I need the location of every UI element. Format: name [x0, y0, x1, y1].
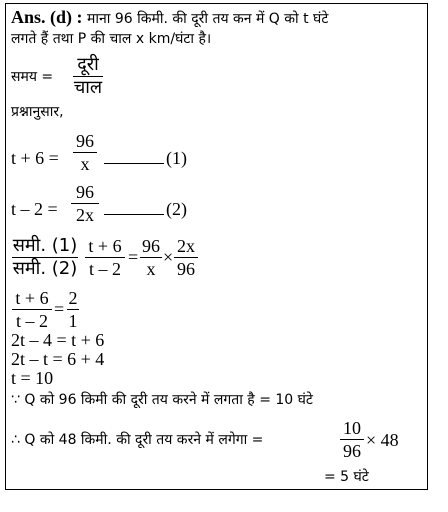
fraction-bar: [85, 257, 125, 258]
answer-label: Ans. (d) :: [11, 7, 83, 27]
eq1-denominator: x: [80, 154, 90, 174]
according-text: प्रश्नानुसार,: [11, 104, 64, 120]
formula-numerator: दूरी: [77, 54, 99, 75]
ratio-label-fraction: [12, 236, 78, 279]
formula-fraction: [73, 55, 103, 98]
eq2-blank-line: [104, 200, 164, 215]
ratio-r2-denominator: 96: [177, 259, 195, 279]
eq1-tag-line: [102, 148, 187, 168]
formula-lhs: समय =: [11, 69, 54, 85]
fraction-bar: [71, 203, 99, 204]
ratio-lhs-numerator: t + 6: [88, 236, 122, 256]
ratio-lhs-denominator: t – 2: [88, 259, 121, 279]
ratio-lhs-fraction: [85, 236, 125, 279]
ratio-label-denominator: समी. (2): [12, 258, 78, 279]
ratio-r2-numerator: 2x: [177, 236, 195, 256]
intro-line-1: [11, 7, 328, 29]
eq1-lhs: t + 6 =: [11, 148, 59, 168]
eq2-tag: (2): [166, 199, 187, 219]
simplified-rhs-fraction: [67, 288, 79, 331]
formula-denominator: चाल: [73, 77, 103, 98]
therefore-lead: ∴ Q को 48 किमी. की दूरी तय करने में लगेगा =: [11, 432, 264, 448]
ratio-r1-fraction: [140, 236, 162, 279]
fraction-bar: [73, 152, 97, 153]
fraction-bar: [140, 257, 162, 258]
simplified-equals: =: [54, 299, 65, 319]
eq1-blank-line: [104, 149, 164, 164]
therefore-fraction: [340, 418, 364, 461]
eq2-denominator: 2x: [76, 205, 94, 225]
ratio-r2-fraction: [174, 236, 198, 279]
therefore-numerator: 10: [343, 418, 361, 438]
eq1-fraction: [73, 131, 97, 174]
fraction-bar: [340, 439, 364, 440]
step-1: 2t – 4 = t + 6: [11, 330, 105, 350]
result-line: = 5 घंटे: [324, 469, 369, 485]
therefore-denominator: 96: [343, 441, 361, 461]
simplified-rhs-numerator: 2: [68, 288, 78, 308]
fraction-bar: [12, 309, 52, 310]
therefore-tail: × 48: [366, 430, 399, 450]
eq2-lhs: t – 2 =: [11, 199, 58, 219]
step-2: 2t – t = 6 + 4: [11, 349, 105, 369]
ratio-equals: =: [128, 247, 139, 267]
ratio-label-numerator: समी. (1): [12, 235, 78, 256]
fraction-bar: [67, 309, 79, 310]
simplified-rhs-denominator: 1: [68, 311, 78, 331]
step-3: t = 10: [11, 368, 54, 388]
ratio-r1-numerator: 96: [142, 236, 160, 256]
simplified-lhs-fraction: [12, 288, 52, 331]
intro-line-2: लगते हैं तथा P की चाल x km/घंटा है।: [11, 31, 212, 47]
eq2-numerator: 96: [76, 182, 94, 202]
eq2-tag-line: [102, 199, 187, 219]
eq2-fraction: [71, 182, 99, 225]
eq1-numerator: 96: [76, 131, 94, 151]
simplified-lhs-numerator: t + 6: [15, 288, 49, 308]
ratio-times: ×: [163, 247, 174, 267]
simplified-lhs-denominator: t – 2: [15, 311, 48, 331]
intro-text-1: माना 96 किमी. की दूरी तय कन में Q को t घंटे: [87, 11, 329, 27]
ratio-r1-denominator: x: [146, 259, 156, 279]
eq1-tag: (1): [166, 148, 187, 168]
fraction-bar: [174, 257, 198, 258]
because-line: ∵ Q को 96 किमी की दूरी तय करने में लगता है = 10 घंटे: [11, 392, 313, 408]
